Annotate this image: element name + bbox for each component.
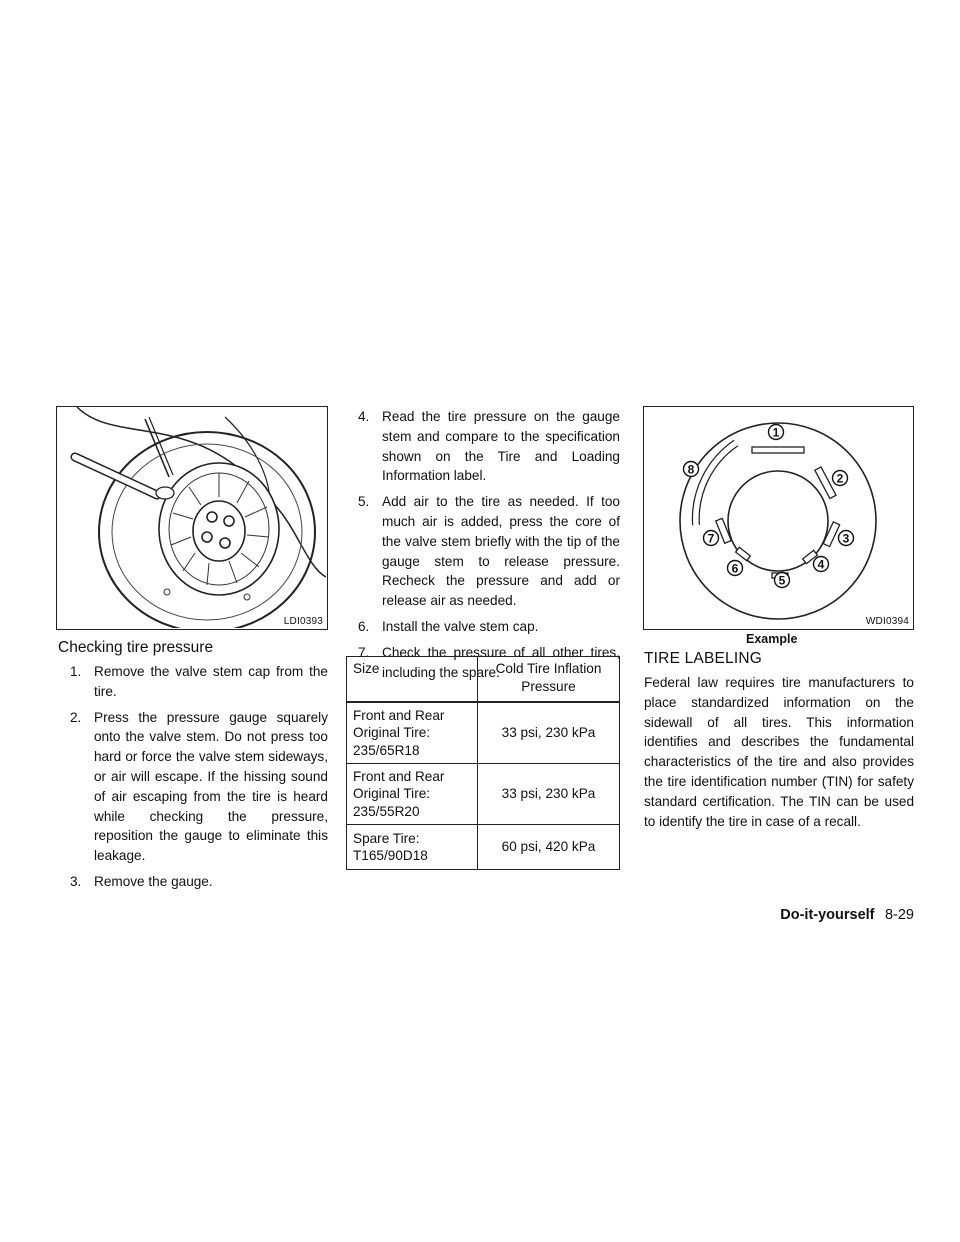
callout-2 xyxy=(833,471,848,486)
step-item: 3. Remove the gauge. xyxy=(70,873,213,889)
callout-3 xyxy=(839,531,854,546)
svg-text:2: 2 xyxy=(836,471,844,486)
svg-text:6: 6 xyxy=(731,561,739,576)
table-row xyxy=(347,702,620,764)
table-header-size: Size xyxy=(347,657,478,703)
figure-caption: Example xyxy=(746,632,798,646)
svg-text:4: 4 xyxy=(817,557,825,572)
table-cell-size: Front and Rear Original Tire: 235/65R18 xyxy=(347,702,478,764)
callout-6 xyxy=(728,561,743,576)
table-cell-pressure: 33 psi, 230 kPa xyxy=(478,702,620,764)
step-item: 6. Install the valve stem cap. xyxy=(358,618,539,634)
footer-section-title: Do-it-yourself xyxy=(780,907,875,923)
steps-list-left xyxy=(70,662,328,898)
step-item: 7. Check the pressure of all other tires, including the spare. xyxy=(358,644,620,680)
tire-sidewall-diagram xyxy=(644,407,912,628)
svg-text:8: 8 xyxy=(687,462,695,477)
table-row xyxy=(347,764,620,825)
svg-text:7: 7 xyxy=(707,531,715,546)
figure-code: WDI0394 xyxy=(865,616,909,627)
svg-text:5: 5 xyxy=(778,573,786,588)
tire-gauge-illustration xyxy=(57,407,326,628)
steps-list-middle xyxy=(358,407,620,688)
callout-1 xyxy=(769,425,784,440)
step-item: 2. Press the pressure gauge squarely onto the valve stem. Do not press too hard or force the valve stem sideways, or air will escape. If the hissing sound of air escaping from the tire is heard while checking the pressure, reposition the gauge to eliminate this leakage. xyxy=(70,709,328,864)
svg-text:1: 1 xyxy=(772,425,780,440)
table-cell-pressure: 33 psi, 230 kPa xyxy=(478,764,620,825)
table-header-pressure: Cold Tire Inflation Pressure xyxy=(478,657,620,703)
table-row xyxy=(347,825,620,870)
page-footer xyxy=(760,906,914,924)
table-cell-pressure: 60 psi, 420 kPa xyxy=(478,825,620,870)
table-cell-size: Spare Tire: T165/90D18 xyxy=(347,825,478,870)
step-item: 5. Add air to the tire as needed. If too much air is added, press the core of the valve stem briefly with the tip of the gauge stem to release pressure. Recheck the pressure and add or release air as needed. xyxy=(358,494,620,609)
section-heading-checking-tire-pressure: Checking tire pressure xyxy=(58,639,214,656)
figure-code: LDI0393 xyxy=(283,616,323,627)
step-item: 1. Remove the valve stem cap from the tire. xyxy=(70,664,328,699)
callout-8 xyxy=(684,462,699,477)
tire-pressure-table xyxy=(346,656,620,870)
tire-labeling-paragraph: Federal law requires tire manufacturers to place standardized information on the sidewall of all tires. This information identifies and describes the fundamental characteristics of the tire and also provides the tire identification number (TIN) for safety standard certification. The TIN can be used to identify the tire in case of a recall. xyxy=(644,675,914,829)
section-heading-tire-labeling: TIRE LABELING xyxy=(644,650,763,667)
callout-4 xyxy=(814,557,829,572)
callout-5 xyxy=(775,573,790,588)
figure-tire-labeling xyxy=(643,406,914,630)
svg-text:3: 3 xyxy=(842,531,850,546)
table-header-row xyxy=(347,657,620,703)
callout-7 xyxy=(704,531,719,546)
footer-page-number: 8-29 xyxy=(884,907,914,923)
figure-tire-gauge xyxy=(56,406,328,630)
step-item: 4. Read the tire pressure on the gauge stem and compare to the specification shown on the Tire and Loading Information label. xyxy=(358,409,620,484)
table-cell-size: Front and Rear Original Tire: 235/55R20 xyxy=(347,764,478,825)
